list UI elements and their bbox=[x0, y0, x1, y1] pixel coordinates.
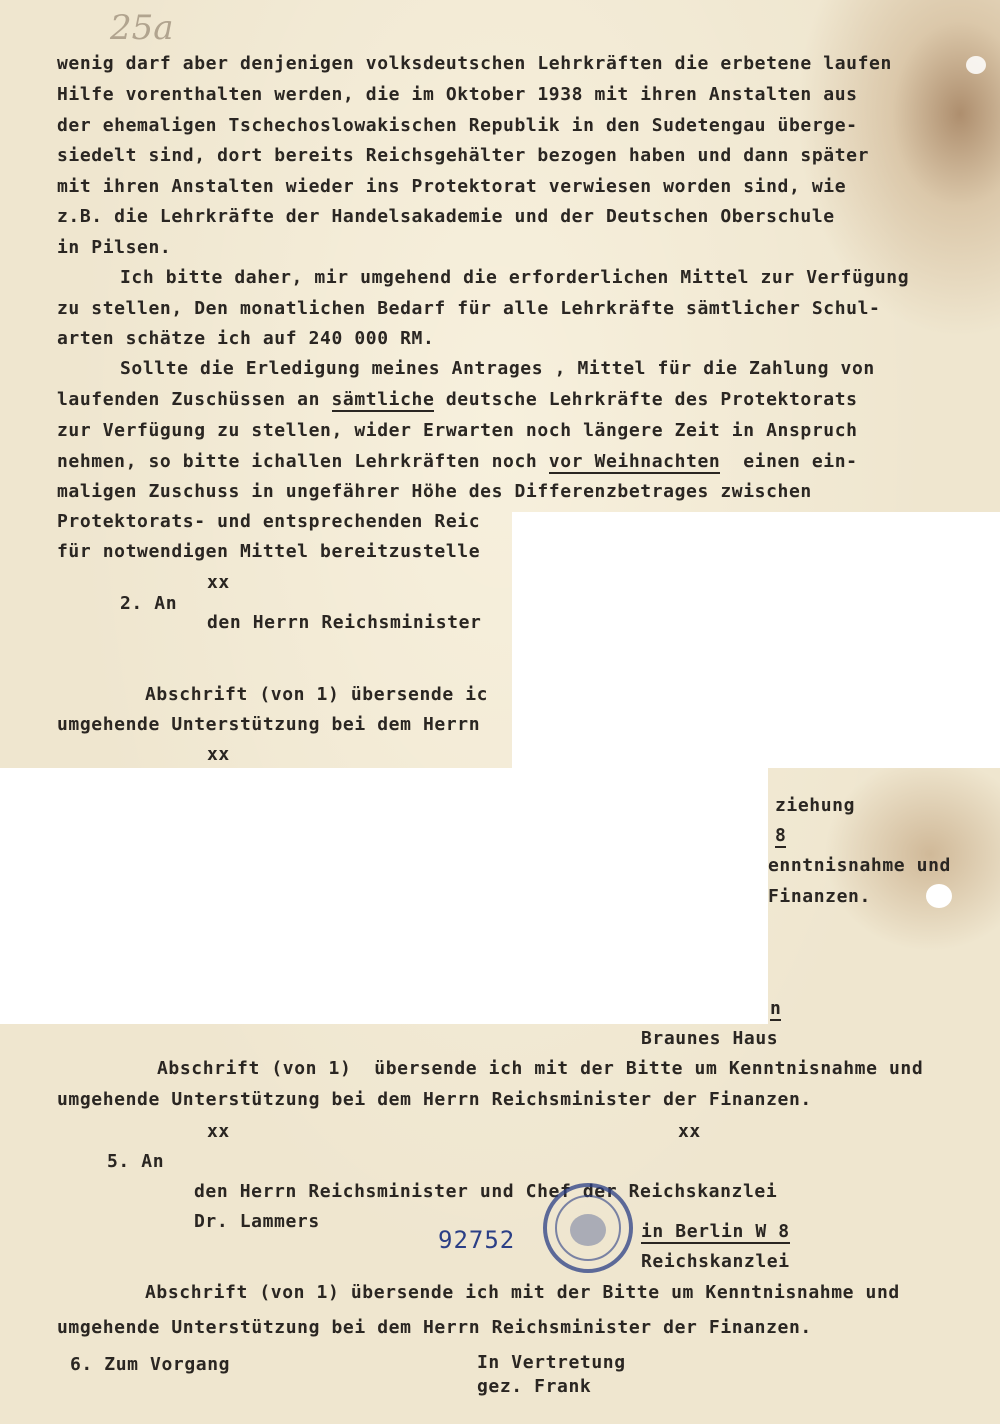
text-line: xx bbox=[678, 1121, 701, 1142]
text-line: Ich bitte daher, mir umgehend die erforderlichen Mittel zur Verfügung bbox=[120, 267, 910, 288]
text-line: Abschrift (von 1) übersende ich mit der Bitte um Kenntnisnahme und bbox=[145, 1282, 900, 1303]
text-line: Abschrift (von 1) übersende ic bbox=[145, 684, 489, 705]
underlined-text: 8 bbox=[775, 825, 787, 846]
text-line: den Herrn Reichsminister und Chef der Reichskanzlei bbox=[194, 1181, 778, 1202]
underlined-text: sämtliche bbox=[331, 389, 435, 410]
text-line: siedelt sind, dort bereits Reichsgehälter bezogen haben und dann später bbox=[57, 145, 870, 166]
text-line: Protektorats- und entsprechenden Reic bbox=[57, 511, 481, 532]
text-line: mit ihren Anstalten wieder ins Protektorat verwiesen worden sind, wie bbox=[57, 176, 847, 197]
text-line bbox=[57, 451, 858, 473]
text-line: Dr. Lammers bbox=[194, 1211, 320, 1232]
handwritten-note: 25a bbox=[110, 8, 174, 48]
text-segment: nehmen, so bitte ichallen Lehrkräften noch bbox=[57, 451, 549, 472]
text-line: Sollte die Erledigung meines Antrages , Mittel für die Zahlung von bbox=[120, 358, 875, 379]
text-line: xx bbox=[207, 744, 230, 765]
text-line: Finanzen. bbox=[768, 886, 871, 907]
text-line bbox=[641, 1221, 790, 1243]
stamp-number: 92752 bbox=[438, 1226, 516, 1254]
text-line: Reichskanzlei bbox=[641, 1251, 790, 1272]
text-line: 5. An bbox=[107, 1151, 165, 1172]
text-segment: einen ein- bbox=[720, 451, 858, 472]
punch-hole bbox=[966, 56, 986, 74]
text-line: in Pilsen. bbox=[57, 237, 172, 258]
text-line: Abschrift (von 1) übersende ich mit der Bitte um Kenntnisnahme und bbox=[157, 1058, 924, 1079]
underlined-text: vor Weihnachten bbox=[548, 451, 721, 472]
text-line: arten schätze ich auf 240 000 RM. bbox=[57, 328, 435, 349]
text-segment: laufenden Zuschüssen an bbox=[57, 389, 332, 410]
text-line: maligen Zuschuss in ungefährer Höhe des Differenzbetrages zwischen bbox=[57, 481, 812, 502]
text-line: 6. Zum Vorgang bbox=[70, 1354, 231, 1375]
text-line: zu stellen, Den monatlichen Bedarf für alle Lehrkräfte sämtlicher Schul- bbox=[57, 298, 881, 319]
text-line: gez. Frank bbox=[477, 1376, 592, 1397]
text-line: der ehemaligen Tschechoslowakischen Republik in den Sudetengau überge- bbox=[57, 115, 858, 136]
text-line: zur Verfügung zu stellen, wider Erwarten noch längere Zeit in Anspruch bbox=[57, 420, 858, 441]
text-line: umgehende Unterstützung bei dem Herrn bbox=[57, 714, 481, 735]
text-line: z.B. die Lehrkräfte der Handelsakademie und der Deutschen Oberschule bbox=[57, 206, 835, 227]
text-line: xx bbox=[207, 572, 230, 593]
redaction-block bbox=[512, 512, 1000, 768]
text-line: umgehende Unterstützung bei dem Herrn Reichsminister der Finanzen. bbox=[57, 1317, 812, 1338]
text-line bbox=[770, 998, 781, 1020]
text-line: Hilfe vorenthalten werden, die im Oktober 1938 mit ihren Anstalten aus bbox=[57, 84, 858, 105]
underlined-text: in Berlin W 8 bbox=[641, 1221, 790, 1242]
text-line: umgehende Unterstützung bei dem Herrn Reichsminister der Finanzen. bbox=[57, 1089, 812, 1110]
text-segment: deutsche Lehrkräfte des Protektorats bbox=[434, 389, 858, 410]
text-line: Braunes Haus bbox=[641, 1028, 779, 1049]
text-line bbox=[775, 825, 786, 847]
underlined-text: n bbox=[770, 998, 782, 1019]
text-line: für notwendigen Mittel bereitzustelle bbox=[57, 541, 481, 562]
official-seal-icon bbox=[540, 1180, 636, 1276]
text-line: xx bbox=[207, 1121, 230, 1142]
redaction-block bbox=[0, 768, 768, 1024]
text-line: wenig darf aber denjenigen volksdeutschen Lehrkräften die erbetene laufen bbox=[57, 53, 892, 74]
text-line: enntnisnahme und bbox=[768, 855, 951, 876]
text-line: 2. An bbox=[120, 593, 178, 614]
text-line: den Herrn Reichsminister bbox=[207, 612, 482, 633]
punch-hole bbox=[926, 884, 952, 908]
text-line bbox=[57, 389, 858, 411]
text-line: In Vertretung bbox=[477, 1352, 626, 1373]
text-line: ziehung bbox=[775, 795, 856, 816]
